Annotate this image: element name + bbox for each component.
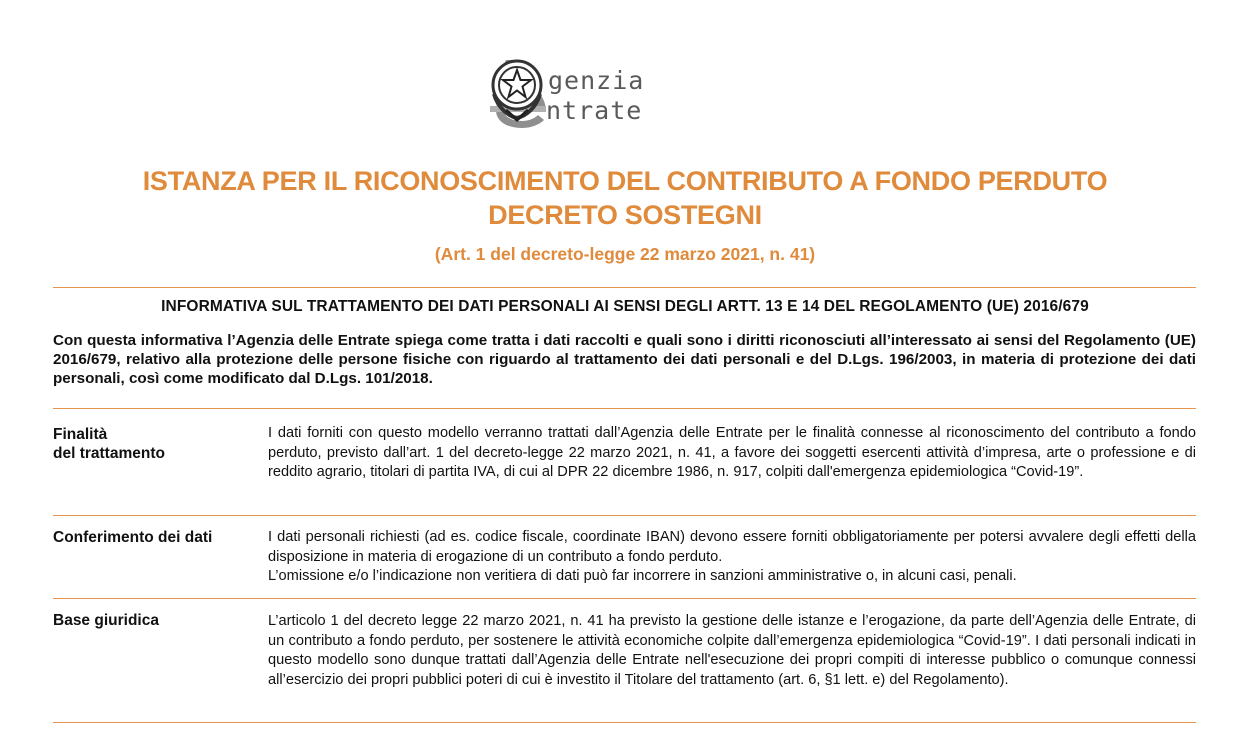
page-title-line1: ISTANZA PER IL RICONOSCIMENTO DEL CONTRIBUTO A FONDO PERDUTO bbox=[142, 166, 1108, 196]
section-paragraph: I dati personali richiesti (ad es. codice fiscale, coordinate IBAN) devono essere forniti obbligatoriamente per potersi avvalere degli effetti della disposizione in materia di erogazione di un contributo a fondo perduto. bbox=[268, 529, 1196, 565]
agenzia-entrate-logo bbox=[488, 58, 748, 130]
logo-word-entrate: ntrate bbox=[546, 96, 643, 125]
page-title-line2: DECRETO SOSTEGNI bbox=[488, 200, 762, 230]
section-label-base-giuridica: Base giuridica bbox=[53, 612, 159, 629]
section-label-line: del trattamento bbox=[53, 445, 165, 462]
divider bbox=[53, 287, 1196, 288]
logo-word-agenzia: genzia bbox=[548, 66, 645, 95]
section-label-conferimento: Conferimento dei dati bbox=[53, 529, 213, 546]
informativa-intro: Con questa informativa l’Agenzia delle Entrate spiega come tratta i dati raccolti e quali sono i diritti riconosciuti all’interessato ai sensi del Regolamento (UE) 2016/679, relativo alla protezione delle persone fisiche con riguardo al trattamento dei dati personali e del D.Lgs. 196/2003, in materia di protezione dei dati personali, così come modificato dal D.Lgs. 101/2018. bbox=[53, 332, 1196, 387]
divider bbox=[53, 598, 1196, 599]
section-body-base-giuridica: L’articolo 1 del decreto legge 22 marzo 2021, n. 41 ha previsto la gestione delle istanze e l’erogazione, da parte dell’Agenzia delle Entrate, di un contributo a fondo perduto, per sostenere le attività economiche colpite dall’emergenza epidemiologica “Covid-19”. I dati personali indicati in questo modello sono dunque trattati dall’Agenzia delle Entrate nell'esecuzione dei propri compiti di interesse pubblico o comunque connessi all’esercizio dei propri pubblici poteri di cui è investito il Titolare del trattamento (art. 6, §1 lett. e) del Regolamento). bbox=[268, 613, 1196, 688]
informativa-heading: INFORMATIVA SUL TRATTAMENTO DEI DATI PERSONALI AI SENSI DEGLI ARTT. 13 E 14 DEL REGOLAMENTO (UE) 2016/679 bbox=[161, 298, 1089, 315]
section-body-conferimento bbox=[268, 528, 1196, 587]
section-paragraph: L’omissione e/o l’indicazione non veritiera di dati può far incorrere in sanzioni amministrative o, in alcuni casi, penali. bbox=[268, 568, 1017, 584]
page-subtitle: (Art. 1 del decreto-legge 22 marzo 2021, n. 41) bbox=[434, 244, 816, 264]
italian-republic-emblem-icon bbox=[488, 58, 546, 122]
section-label-line: Finalità bbox=[53, 426, 108, 443]
divider bbox=[53, 515, 1196, 516]
section-body-finalita: I dati forniti con questo modello verranno trattati dall’Agenzia delle Entrate per le finalità connesse al riconoscimento del contributo a fondo perduto, previsto dall’art. 1 del decreto-legge 22 marzo 2021, n. 41, a favore dei soggetti esercenti attività d’impresa, arte o professione e di reddito agrario, titolari di partita IVA, di cui al DPR 22 dicembre 1986, n. 917, colpiti dall'emergenza epidemiologica “Covid-19”. bbox=[268, 425, 1196, 480]
divider bbox=[53, 408, 1196, 409]
section-label-finalita bbox=[53, 425, 165, 463]
divider bbox=[53, 722, 1196, 723]
